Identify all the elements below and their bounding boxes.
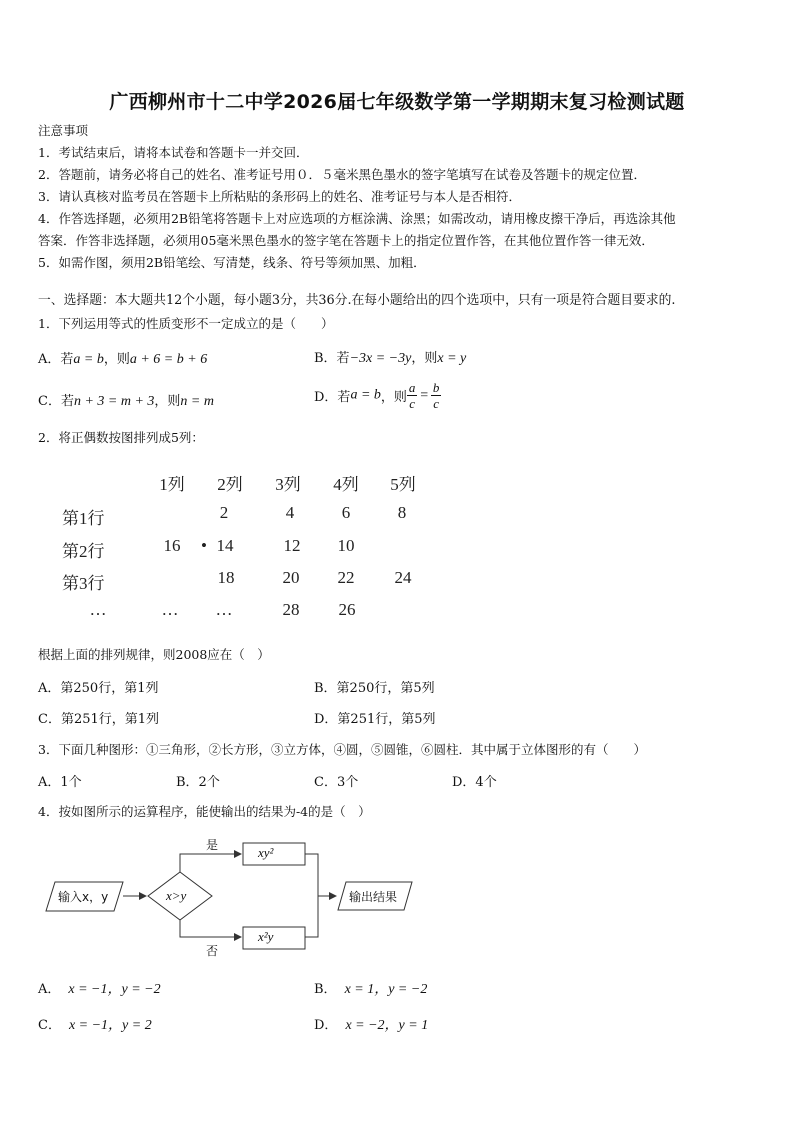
table-cell: 10 bbox=[337, 536, 355, 555]
section-heading: 一、选择题：本大题共12个小题，每小题3分，共36分.在每小题给出的四个选项中，只有一项是符合题目要求的. bbox=[38, 293, 676, 308]
q4-option-a bbox=[38, 978, 161, 998]
then-label: ，则 bbox=[103, 352, 130, 367]
flow-bottom-box-label: x²y bbox=[258, 929, 274, 944]
table-cell: 24 bbox=[394, 568, 412, 587]
q2-option-c: C．第251行，第1列 bbox=[38, 712, 160, 727]
q3-option-c: C．3个 bbox=[314, 775, 359, 790]
option-label: D． bbox=[314, 1018, 338, 1033]
numerator: a bbox=[408, 380, 416, 395]
denominator: c bbox=[433, 396, 439, 411]
table-cell: 8 bbox=[397, 503, 407, 522]
q3-option-d: D．4个 bbox=[452, 775, 497, 790]
table-cell: 4 bbox=[285, 503, 295, 522]
flow-condition-label: x>y bbox=[166, 888, 187, 903]
option-label: C．若 bbox=[38, 394, 74, 409]
col-header-1: 1列 bbox=[159, 475, 185, 494]
q2-question: 根据上面的排列规律，则2008应在（ ） bbox=[38, 647, 270, 662]
table-cell: 26 bbox=[338, 600, 356, 619]
notice-heading: 注意事项 bbox=[38, 123, 89, 138]
q4-option-d bbox=[314, 1014, 428, 1034]
table-cell: … bbox=[161, 600, 179, 619]
flow-yes-label: 是 bbox=[206, 838, 219, 852]
notice-item-5: 5．如需作图，须用2B铅笔绘、写清楚，线条、符号等须加黑、加粗． bbox=[38, 255, 426, 270]
flow-top-box-label: xy² bbox=[258, 845, 274, 860]
flow-no-label: 否 bbox=[206, 944, 219, 958]
table-cell: 16 bbox=[163, 536, 181, 555]
table-cell: 28 bbox=[282, 600, 300, 619]
q2-option-d: D．第251行，第5列 bbox=[314, 712, 436, 727]
result-expr: n = m bbox=[180, 394, 214, 409]
option-label: B．若 bbox=[314, 351, 350, 366]
condition-expr: a = b bbox=[73, 352, 104, 367]
numerator: b bbox=[432, 380, 440, 395]
row-label-ellipsis: … bbox=[89, 600, 107, 619]
notice-item-1: 1．考试结束后，请将本试卷和答题卡一并交回． bbox=[38, 145, 309, 160]
row-label-1: 第1行 bbox=[62, 509, 105, 528]
table-cell: 2 bbox=[219, 503, 229, 522]
condition-expr: −3x = −3y bbox=[349, 351, 412, 366]
col-header-3: 3列 bbox=[275, 475, 301, 494]
option-label: B． bbox=[314, 982, 337, 997]
then-label: ，则 bbox=[154, 394, 181, 409]
top-process-box bbox=[243, 843, 305, 865]
result-expr: x = y bbox=[437, 351, 467, 366]
col-header-4: 4列 bbox=[333, 475, 359, 494]
condition-expr: a = b bbox=[350, 387, 381, 403]
condition-expr: n + 3 = m + 3 bbox=[73, 394, 155, 409]
option-label: D．若 bbox=[314, 390, 351, 405]
notice-item-2: 2．答题前，请务必将自己的姓名、准考证号用０．５毫米黑色墨水的签字笔填写在试卷及答题卡的规定位置． bbox=[38, 167, 646, 182]
q4-option-b bbox=[314, 978, 427, 998]
row-label-3: 第3行 bbox=[62, 574, 105, 593]
table-cell: … bbox=[215, 600, 233, 619]
table-cell: 6 bbox=[341, 503, 351, 522]
table-cell: 20 bbox=[282, 568, 300, 587]
q2-option-a: A．第250行，第1列 bbox=[38, 681, 159, 696]
q1-stem: 1．下列运用等式的性质变形不一定成立的是（ ） bbox=[38, 316, 334, 331]
q4-stem: 4．按如图所示的运算程序，能使输出的结果为-4的是（ ） bbox=[38, 804, 371, 819]
notice-item-3: 3．请认真核对监考员在答题卡上所粘贴的条形码上的姓名、准考证号与本人是否相符． bbox=[38, 189, 521, 204]
dot-mark: • bbox=[201, 536, 207, 555]
flow-input-label: 输入x，y bbox=[58, 890, 109, 904]
col-header-2: 2列 bbox=[217, 475, 243, 494]
table-cell: 12 bbox=[283, 536, 301, 555]
option-value: x = −1，y = 2 bbox=[68, 1018, 152, 1033]
q3-option-a: A．1个 bbox=[38, 775, 82, 790]
q4-option-c bbox=[38, 1014, 152, 1034]
table-cell: 22 bbox=[337, 568, 355, 587]
option-value: x = 1，y = −2 bbox=[344, 982, 428, 997]
q3-option-b: B．2个 bbox=[176, 775, 220, 790]
option-label: C． bbox=[38, 1018, 61, 1033]
row-label-2: 第2行 bbox=[62, 542, 105, 561]
option-label: A． bbox=[38, 982, 61, 997]
flow-output-label: 输出结果 bbox=[349, 890, 398, 904]
then-label: ，则 bbox=[380, 390, 407, 405]
q2-stem: 2．将正偶数按图排列成5列： bbox=[38, 430, 204, 445]
bottom-process-box bbox=[243, 927, 305, 949]
table-cell: 18 bbox=[217, 568, 235, 587]
option-value: x = −1，y = −2 bbox=[68, 982, 161, 997]
page-title: 广西柳州市十二中学2026届七年级数学第一学期期末复习检测试题 bbox=[109, 91, 685, 113]
option-value: x = −2，y = 1 bbox=[345, 1018, 429, 1033]
denominator: c bbox=[409, 396, 416, 411]
option-label: A．若 bbox=[38, 352, 74, 367]
table-cell: 14 bbox=[216, 536, 234, 555]
col-header-5: 5列 bbox=[390, 475, 416, 494]
then-label: ，则 bbox=[411, 351, 438, 366]
notice-item-4: 4．作答选择题，必须用2B铅笔将答题卡上对应选项的方框涂满、涂黑；如需改动，请用橡皮擦干净后，再选涂其他 bbox=[38, 211, 676, 226]
result-expr: a + 6 = b + 6 bbox=[129, 352, 208, 367]
q3-stem: 3．下面几种图形：①三角形，②长方形，③立方体，④圆，⑤圆锥，⑥圆柱．其中属于立体图形的有（ ） bbox=[38, 742, 646, 757]
equals-sign: = bbox=[419, 387, 429, 403]
q2-option-b: B．第250行，第5列 bbox=[314, 681, 435, 696]
notice-item-4-cont: 答案．作答非选择题，必须用05毫米黑色墨水的签字笔在答题卡上的指定位置作答，在其他位置作答一律无效． bbox=[38, 233, 654, 248]
